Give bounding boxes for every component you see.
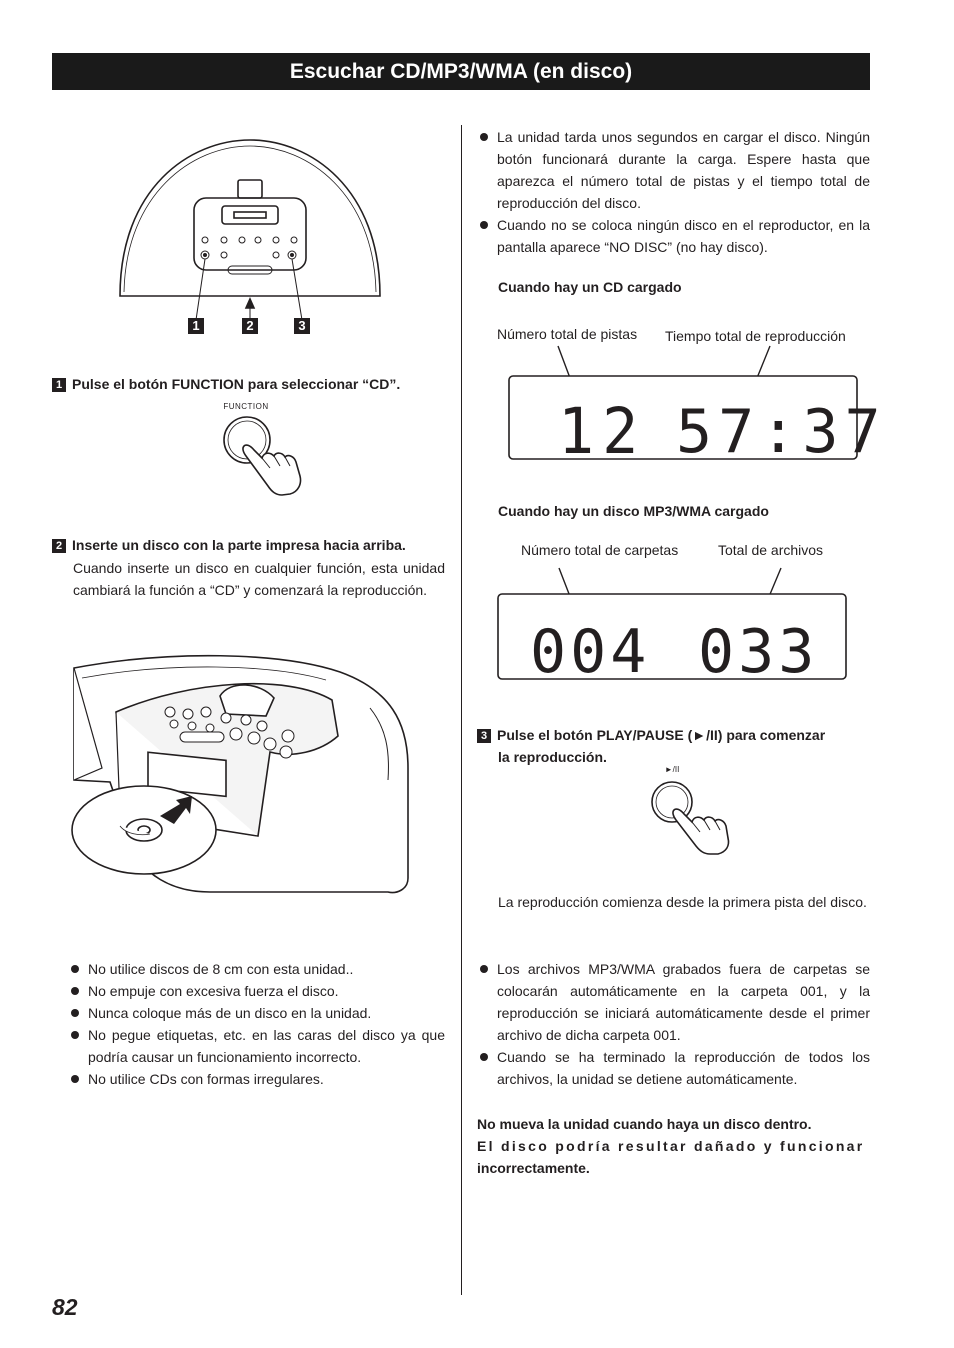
play-pause-button-press-illustration: [648, 776, 748, 858]
cd-display-heading: Cuando hay un CD cargado: [498, 279, 682, 295]
left-notes-list: [68, 958, 445, 1090]
list-item: Cuando no se coloca ningún disco en el reproductor, en la pantalla aparece “NO DISC” (no hay disco).: [477, 214, 870, 258]
right-notes-list-bottom: [477, 958, 870, 1090]
column-divider: [461, 125, 462, 1295]
list-item: Nunca coloque más de un disco en la unidad.: [68, 1002, 445, 1024]
step-1-instruction: [52, 374, 452, 394]
list-item: La unidad tarda unos segundos en cargar el disco. Ningún botón funcionará durante la carga. Espere hasta que aparezca el número total de pistas y el tiempo total de reproducción del disco.: [477, 126, 870, 214]
step-3-title-line2: la reproducción.: [498, 749, 607, 765]
cd-label-tracks: Número total de pistas: [497, 326, 638, 342]
step-3-body: La reproducción comienza desde la primera pista del disco.: [498, 894, 867, 910]
page-number: 82: [52, 1294, 78, 1320]
step-1-title: Pulse el botón FUNCTION para seleccionar “CD”.: [72, 376, 401, 392]
mp3-folder-count: 004: [530, 617, 651, 687]
step-2-body: Cuando inserte un disco en cualquier función, esta unidad cambiará la función a “CD” y comenzará la reproducción.: [73, 560, 445, 598]
warning-line-1: No mueva la unidad cuando haya un disco dentro.: [477, 1116, 812, 1132]
function-button-label: FUNCTION: [223, 402, 269, 411]
step-2-instruction: [52, 535, 452, 555]
figure-label-1: 1: [188, 318, 204, 334]
cd-label-time: Tiempo total de reproducción: [665, 328, 846, 344]
warning-line-2: El disco podría resultar dañado y funcionar: [477, 1138, 865, 1154]
list-item: No pegue etiquetas, etc. en las caras del disco ya que podría causar un funcionamiento incorrecto.: [68, 1024, 445, 1068]
step-1-number: 1: [52, 378, 66, 392]
cd-track-count: 12: [558, 395, 647, 469]
figure-label-2: 2: [242, 318, 258, 334]
step-2-title: Inserte un disco con la parte impresa hacia arriba.: [72, 537, 406, 553]
step-2-number: 2: [52, 539, 66, 553]
mp3-label-files: Total de archivos: [718, 542, 824, 558]
warning-note: [477, 1113, 870, 1179]
unit-top-view-illustration: [110, 128, 400, 348]
step-3-instruction: [477, 724, 877, 768]
mp3-display-heading: Cuando hay un disco MP3/WMA cargado: [498, 503, 769, 519]
list-item: No utilice discos de 8 cm con esta unidad..: [68, 958, 445, 980]
step-3-number: 3: [477, 729, 491, 743]
play-pause-button-label: ►/II: [664, 765, 680, 774]
mp3-file-count: 033: [698, 617, 819, 687]
figure-label-3: 3: [294, 318, 310, 334]
warning-line-3: incorrectamente.: [477, 1160, 590, 1176]
page-title: Escuchar CD/MP3/WMA (en disco): [52, 53, 870, 90]
list-item: No utilice CDs con formas irregulares.: [68, 1068, 445, 1090]
unit-disc-insert-illustration: [70, 640, 415, 900]
right-notes-list-top: [477, 126, 870, 258]
function-button-press-illustration: [212, 414, 312, 496]
mp3-label-folders: Número total de carpetas: [521, 542, 679, 558]
list-item: Cuando se ha terminado la reproducción de todos los archivos, la unidad se detiene automáticamente.: [477, 1046, 870, 1090]
step-3-title-line1: Pulse el botón PLAY/PAUSE (►/II) para comenzar: [497, 727, 826, 743]
cd-total-time: 57:37: [676, 397, 887, 467]
list-item: No empuje con excesiva fuerza el disco.: [68, 980, 445, 1002]
list-item: Los archivos MP3/WMA grabados fuera de carpetas se colocarán automáticamente en la carpeta 001, y la reproducción se iniciará automáticamente desde el primer archivo de dicha carpeta 001.: [477, 958, 870, 1046]
